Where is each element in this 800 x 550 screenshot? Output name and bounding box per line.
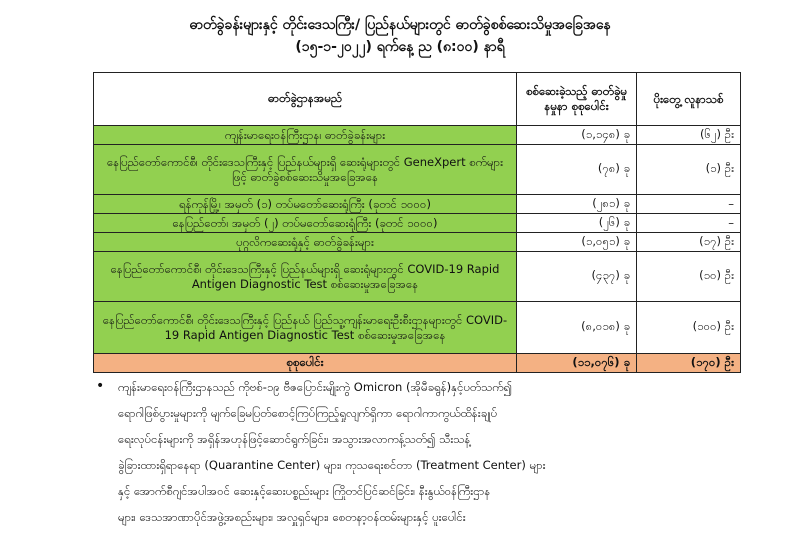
table-row — [94, 126, 741, 145]
bullet-marker: • — [96, 378, 105, 394]
row-samples: (၂၆) ခု — [517, 214, 637, 233]
title-line-1: ဓာတ်ခွဲခန်းများနှင့် တိုင်းဒေသကြီး/ ပြည်နယ်များတွင် ဓာတ်ခွဲစစ်ဆေးသိမှုအခြေအနေ — [189, 17, 611, 33]
row-samples: (၂၈၁) ခု — [517, 195, 637, 214]
row-positive: (၁၇) ဦး — [637, 233, 741, 252]
paragraph-line: ရေးလုပ်ငန်းများကို အရှိန်အဟုန်ဖြင့်ဆောင်ရွက်ခြင်း၊ အသွားအလာကန့်သတ်၍ သီးသန့် — [118, 432, 471, 446]
row-lab-name: ကျန်းမာရေးဝန်ကြီးဌာန၊ ဓာတ်ခွဲခန်းများ — [94, 126, 517, 145]
row-positive: – — [637, 195, 741, 214]
header-new-positive: ပိုးတွေ့ လူနာသစ် — [637, 73, 741, 126]
total-label: စုစုပေါင်း — [94, 354, 517, 373]
row-lab-name: နေပြည်တော်ကောင်စီ၊ တိုင်းဒေသကြီးနှင့် ပြည်နယ်များရှိ ဆေးရုံများတွင် GeneXpert စက်များဖြင့် ဓာတ်ခွဲစစ်ဆေးသိမှုအခြေအနေ — [94, 145, 517, 195]
row-lab-name: နေပြည်တော်ကောင်စီ၊ တိုင်းဒေသကြီးနှင့် ပြည်နယ်များရှိ ဆေးရုံများတွင် COVID-19 Rapid Antigen Diagnostic Test စစ်ဆေးမှုအခြေအနေ — [94, 252, 517, 302]
paragraph-line: များ၊ ဒေသအာဏာပိုင်အဖွဲ့အစည်းများ၊ အလှူရှင်များ၊ စေတနာ့ဝန်ထမ်းများနှင့် ပူးပေါင်း — [118, 510, 466, 524]
row-samples: (၇၈) ခု — [517, 145, 637, 195]
document-title — [0, 14, 800, 58]
title-line-2: (၁၅-၁-၂၀၂၂) ရက်နေ့ ည (၈:၀၀) နာရီ — [295, 39, 505, 55]
table-row — [94, 233, 741, 252]
row-samples: (၁,၁၄၈) ခု — [517, 126, 637, 145]
paragraph-line: ခွဲခြားထားရှိရာနေရာ (Quarantine Center) များ၊ ကုသရေးစင်တာ (Treatment Center) များ — [118, 458, 546, 472]
table-header-row — [94, 73, 741, 126]
paragraph-line: ကျန်းမာရေးဝန်ကြီးဌာနသည် ကိုဗစ်-၁၉ ဗီဇပြောင်းမျိုးကွဲ Omicron (အိုမီခရွန်)နှင့်ပတ်သက်၍ — [118, 380, 513, 394]
paragraph-line: နှင့် အောက်စီဂျင်အပါအဝင် ဆေးနှင့်ဆေးပစ္စည်းများ ကြိုတင်ပြင်ဆင်ခြင်း၊ နီးနွယ်ဝန်ကြီးဌာန — [118, 484, 491, 498]
row-lab-name: နေပြည်တော်ကောင်စီ၊ တိုင်းဒေသကြီးနှင့် ပြည်နယ် ပြည်သူ့ကျန်းမာရေးဦးစီးဌာနများတွင် COVID-19 Rapid Antigen Diagnostic Test စစ်ဆေးမှုအခြေအနေ — [94, 302, 517, 354]
table-row — [94, 302, 741, 354]
header-lab-name: ဓာတ်ခွဲဌာနအမည် — [94, 73, 517, 126]
table-row — [94, 252, 741, 302]
row-positive: (၆၂) ဦး — [637, 126, 741, 145]
total-samples: (၁၁,၀၇၆) ခု — [517, 354, 637, 373]
paragraph-line: ရောဂါဖြစ်ပွားမှုများကို မျက်ခြေမပြတ်စောင့်ကြပ်ကြည့်ရှုလျက်ရှိကာ ရောဂါကာကွယ်ထိန်းချုပ် — [118, 406, 498, 420]
row-positive: (၁၀၀) ဦး — [637, 302, 741, 354]
lab-testing-table — [93, 72, 741, 373]
row-lab-name: ရန်ကုန်မြို့၊ အမှတ် (၁) တပ်မတော်ဆေးရုံကြီး (ခုတင် ၁၀၀၀) — [94, 195, 517, 214]
table-total-row — [94, 354, 741, 373]
body-paragraph — [118, 374, 742, 530]
row-positive: – — [637, 214, 741, 233]
total-positive: (၁၇၀) ဦး — [637, 354, 741, 373]
row-samples: (၈,၀၁၈) ခု — [517, 302, 637, 354]
table-row — [94, 145, 741, 195]
row-lab-name: ပုဂ္ဂလိကဆေးရုံနှင့် ဓာတ်ခွဲခန်းများ — [94, 233, 517, 252]
table-row — [94, 195, 741, 214]
table-row — [94, 214, 741, 233]
row-samples: (၄၃၇) ခု — [517, 252, 637, 302]
row-lab-name: နေပြည်တော်၊ အမှတ် (၂) တပ်မတော်ဆေးရုံကြီး (ခုတင် ၁၀၀၀) — [94, 214, 517, 233]
row-positive: (၁) ဦး — [637, 145, 741, 195]
row-positive: (၁၀) ဦး — [637, 252, 741, 302]
header-total-samples: စစ်ဆေးခဲ့သည့် ဓာတ်ခွဲမှုနမှုနာ စုစုပေါင်း — [517, 73, 637, 126]
row-samples: (၁,၀၅၁) ခု — [517, 233, 637, 252]
